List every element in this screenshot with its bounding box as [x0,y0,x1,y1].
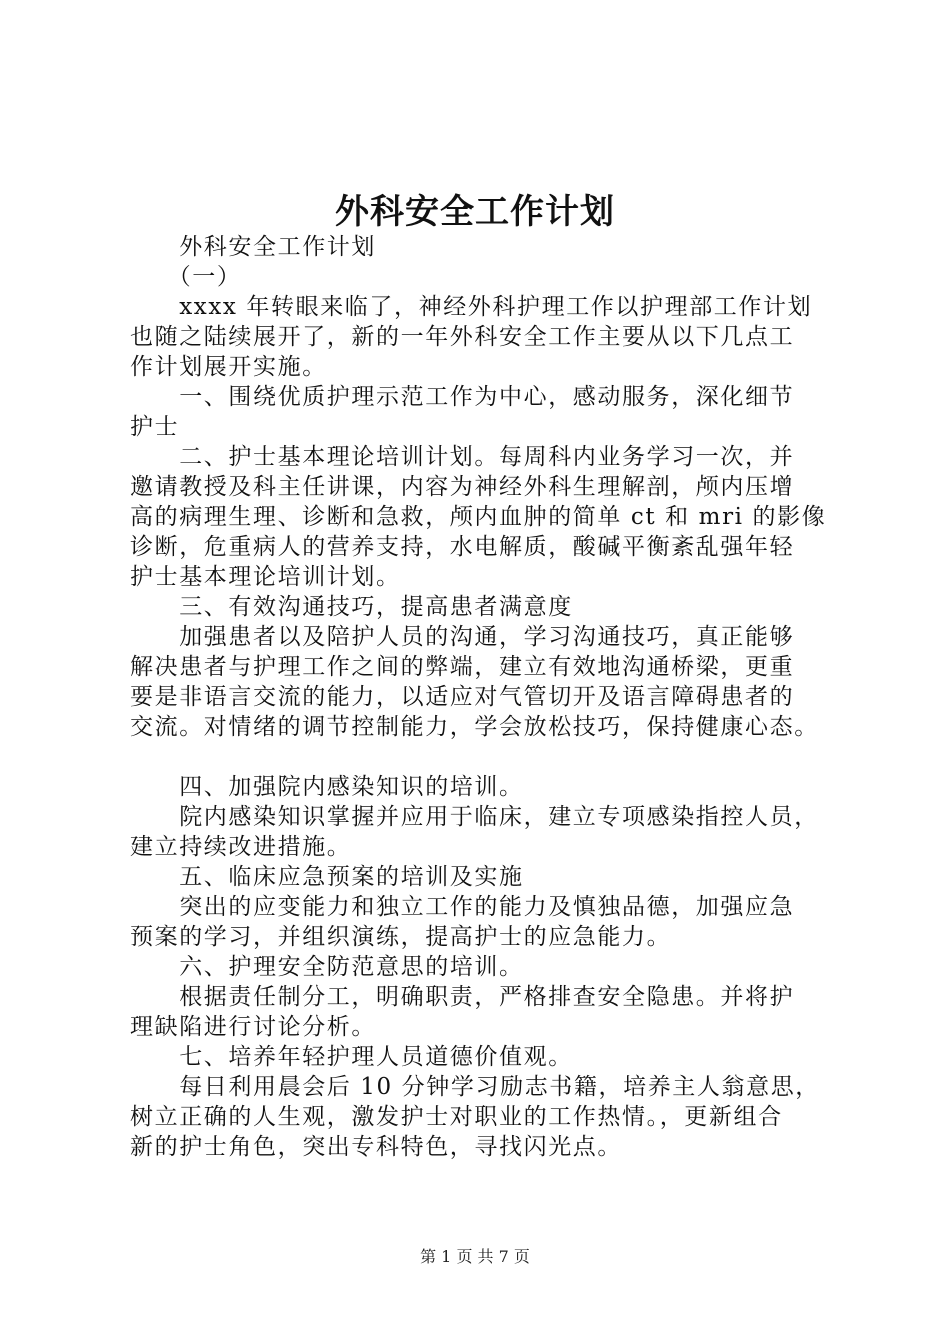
text-line: 理缺陷进行讨论分析。 [130,1014,376,1040]
text-line: 护士 [130,414,180,440]
text-line: 作计划展开实施。 [130,354,327,380]
document-title: 外科安全工作计划 [335,192,615,232]
text-line: 要是非语言交流的能力，以适应对气管切开及语言障碍患者的 [130,684,795,710]
text-line: 加强患者以及陪护人员的沟通，学习沟通技巧，真正能够 [130,624,795,650]
text-line: 解决患者与护理工作之间的弊端，建立有效地沟通桥梁，更重 [130,654,795,680]
text-line: 建立持续改进措施。 [130,834,352,860]
text-line: 三、有效沟通技巧，提高患者满意度 [130,594,573,620]
text-line: 诊断，危重病人的营养支持，水电解质，酸碱平衡紊乱强年轻 [130,534,795,560]
text-line: 树立正确的人生观，激发护士对职业的工作热情。，更新组合 [130,1104,783,1130]
text-line: 院内感染知识掌握并应用于临床，建立专项感染指控人员， [130,804,819,830]
text-line: 新的护士角色，突出专科特色，寻找闪光点。 [130,1134,622,1160]
text-line: 高的病理生理、诊断和急救，颅内血肿的简单 ct 和 mri 的影像 [130,504,827,530]
text-line: 每日利用晨会后 10 分钟学习励志书籍，培养主人翁意思， [130,1074,820,1100]
text-line: 根据责任制分工，明确职责，严格排查安全隐患。并将护 [130,984,795,1010]
text-line: 一、围绕优质护理示范工作为中心，感动服务，深化细节 [130,384,795,410]
text-line: 预案的学习，并组织演练，提高护士的应急能力。 [130,924,672,950]
paragraph-gap [130,742,840,772]
text-line: （一） [130,264,242,290]
text-line: 突出的应变能力和独立工作的能力及慎独品德，加强应急 [130,894,795,920]
text-line: xxxx 年转眼来临了，神经外科护理工作以护理部工作计划 [130,294,813,320]
text-line: 外科安全工作计划 [130,234,376,260]
text-line: 二、护士基本理论培训计划。每周科内业务学习一次，并 [130,444,795,470]
document-body [130,232,840,1162]
text-line: 六、护理安全防范意思的培训。 [130,954,524,980]
page-footer: 第 1 页 共 7 页 [420,1247,530,1266]
text-line: 邀请教授及科主任讲课，内容为神经外科生理解剖，颅内压增 [130,474,795,500]
text-line: 七、培养年轻护理人员道德价值观。 [130,1044,573,1070]
text-line: 四、加强院内感染知识的培训。 [130,774,524,800]
text-line: 交流。对情绪的调节控制能力，学会放松技巧，保持健康心态。 [130,714,819,740]
text-line: 也随之陆续展开了，新的一年外科安全工作主要从以下几点工 [130,324,795,350]
text-line: 五、临床应急预案的培训及实施 [130,864,524,890]
text-line: 护士基本理论培训计划。 [130,564,401,590]
